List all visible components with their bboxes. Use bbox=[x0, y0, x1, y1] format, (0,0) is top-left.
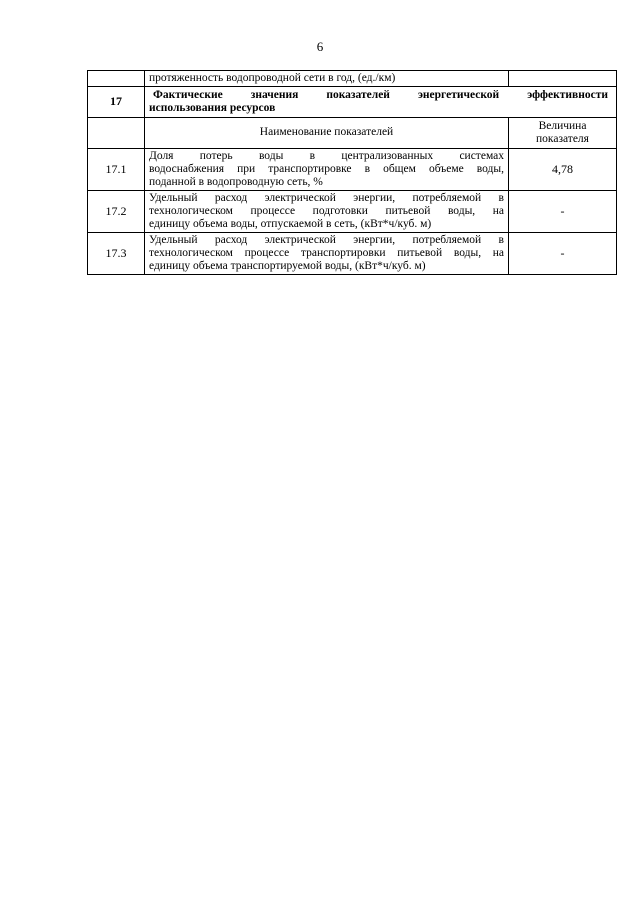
row-number: 17.3 bbox=[88, 233, 145, 275]
header-value bbox=[509, 118, 617, 149]
row-description-line: единицу объема воды, отпускаемой в сеть, (кВт*ч/куб. м) bbox=[149, 218, 432, 231]
row-description bbox=[145, 233, 509, 275]
row-description bbox=[145, 149, 509, 191]
row-description-line: технологическом процессе транспортировки питьевой воды, на bbox=[149, 246, 504, 259]
row-description-line: Удельный расход электрической энергии, потребляемой в bbox=[149, 191, 504, 204]
row-description-line: поданной в водопроводную сеть, % bbox=[149, 176, 323, 189]
table-row-section-17 bbox=[88, 87, 617, 118]
header-value-line1: Величина bbox=[538, 120, 587, 132]
table-header-row bbox=[88, 118, 617, 149]
header-value-line2: показателя bbox=[536, 133, 589, 145]
header-empty-number bbox=[88, 118, 145, 149]
table-row bbox=[88, 149, 617, 191]
row-description-line: технологическом процессе подготовки питьевой воды, на bbox=[149, 204, 504, 217]
indicators-table bbox=[87, 70, 617, 275]
continuation-text: протяженность водопроводной сети в год, (ед./км) bbox=[145, 71, 509, 87]
row-value: - bbox=[509, 233, 617, 275]
row-description-line: Удельный расход электрической энергии, потребляемой в bbox=[149, 233, 504, 246]
row-value: - bbox=[509, 191, 617, 233]
cell-empty-number bbox=[88, 71, 145, 87]
section-title bbox=[145, 87, 617, 118]
section-number: 17 bbox=[88, 87, 145, 118]
row-description-line: Доля потерь воды в централизованных системах bbox=[149, 149, 504, 162]
table-row bbox=[88, 191, 617, 233]
row-description-line: водоснабжения при транспортировке в общем объеме воды, bbox=[149, 162, 504, 175]
row-description-line: единицу объема транспортируемой воды, (кВт*ч/куб. м) bbox=[149, 260, 426, 273]
row-number: 17.1 bbox=[88, 149, 145, 191]
section-title-line2: использования ресурсов bbox=[149, 102, 276, 114]
table-row-continuation bbox=[88, 71, 617, 87]
row-description bbox=[145, 191, 509, 233]
cell-empty-value bbox=[509, 71, 617, 87]
page-number: 6 bbox=[316, 39, 324, 54]
row-number: 17.2 bbox=[88, 191, 145, 233]
row-value: 4,78 bbox=[509, 149, 617, 191]
table-row bbox=[88, 233, 617, 275]
section-title-line1: Фактические значения показателей энергетической эффективности bbox=[153, 88, 608, 101]
header-name: Наименование показателей bbox=[145, 118, 509, 149]
